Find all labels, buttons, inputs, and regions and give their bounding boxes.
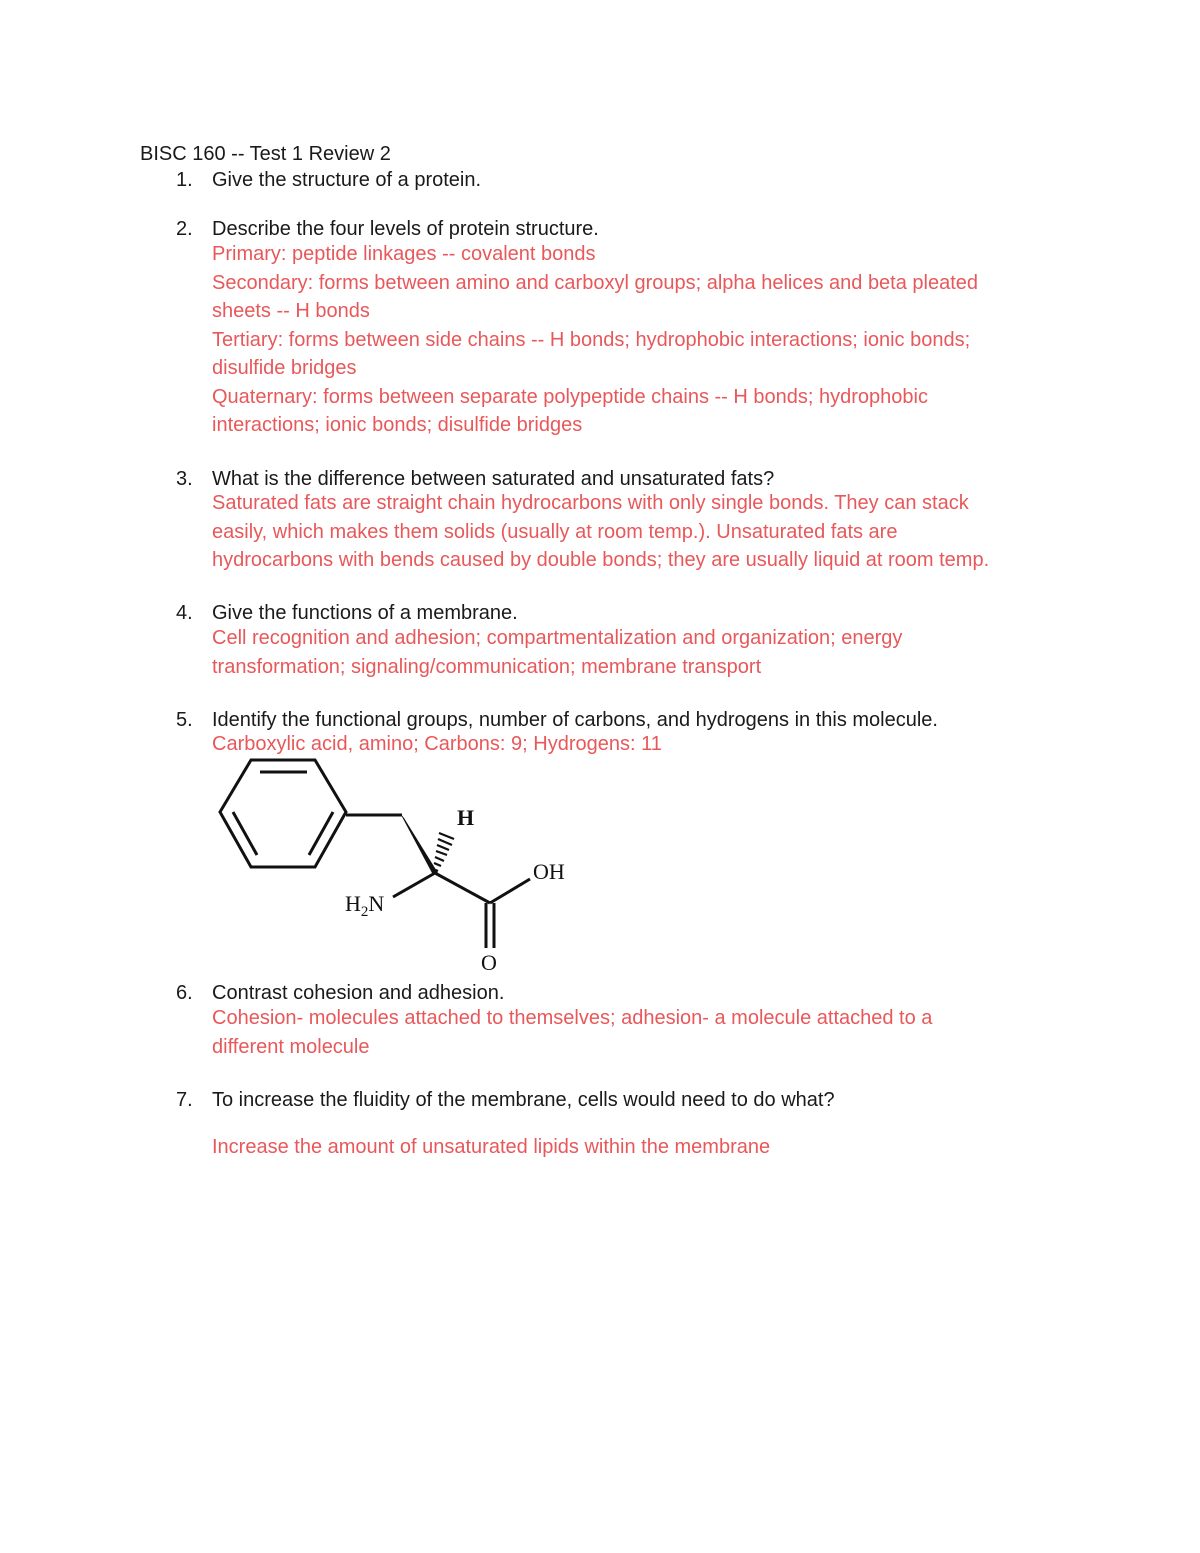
- atom-label-nh2: $H_2N$: [345, 891, 385, 920]
- atom-label-o: O: [481, 950, 497, 975]
- answer-line: sheets -- H bonds: [212, 300, 370, 322]
- answer-line: Secondary: forms between amino and carboxyl groups; alpha helices and beta pleated: [212, 271, 979, 294]
- bond-line: [435, 873, 490, 903]
- answer-line: transformation; signaling/communication; membrane transport: [212, 655, 762, 678]
- question-text: Give the functions of a membrane.: [212, 602, 518, 624]
- atom-label-h: H: [457, 805, 475, 830]
- answer-2: [212, 240, 1072, 440]
- question-number: 7.: [176, 1089, 193, 1111]
- molecule-structure: [205, 755, 585, 980]
- document-title: BISC 160 -- Test 1 Review 2: [140, 143, 391, 165]
- answer-3: [212, 489, 1072, 575]
- benzene-ring: [220, 760, 346, 867]
- answer-line: hydrocarbons with bends caused by double bonds; they are usually liquid at room temp.: [212, 549, 990, 571]
- bond-line: [490, 879, 530, 903]
- answer-line: Primary: peptide linkages -- covalent bonds: [212, 243, 596, 265]
- double-bond-line: [233, 812, 257, 855]
- question-text: To increase the fluidity of the membrane, cells would need to do what?: [212, 1089, 835, 1111]
- answer-line: Cohesion- molecules attached to themselves; adhesion- a molecule attached to a: [212, 1007, 933, 1029]
- answer-line: easily, which makes them solids (usually at room temp.). Unsaturated fats are: [212, 520, 898, 543]
- question-number: 4.: [176, 602, 193, 624]
- answer-line: interactions; ionic bonds; disulfide bridges: [212, 414, 583, 436]
- question-text: Give the structure of a protein.: [212, 169, 482, 191]
- answer-line: Saturated fats are straight chain hydrocarbons with only single bonds. They can stack: [212, 492, 969, 514]
- answer-line: Cell recognition and adhesion; compartmentalization and organization; energy: [212, 627, 903, 649]
- question-text: Contrast cohesion and adhesion.: [212, 982, 505, 1004]
- atom-label-oh: OH: [533, 859, 565, 884]
- question-number: 2.: [176, 218, 193, 240]
- wedge-bond: [400, 813, 438, 873]
- answer-line: Tertiary: forms between side chains -- H bonds; hydrophobic interactions; ionic bonds;: [212, 328, 971, 351]
- answer-line: Quaternary: forms between separate polypeptide chains -- H bonds; hydrophobic: [212, 385, 928, 408]
- answer-4: [212, 624, 1072, 681]
- bond-line: [393, 873, 435, 897]
- question-text: Identify the functional groups, number of carbons, and hydrogens in this molecule.: [212, 709, 938, 731]
- question-text: What is the difference between saturated and unsaturated fats?: [212, 468, 775, 490]
- answer-7: [212, 1133, 1072, 1162]
- question-text: Describe the four levels of protein structure.: [212, 218, 599, 240]
- question-number: 6.: [176, 982, 193, 1004]
- answer-line: Carboxylic acid, amino; Carbons: 9; Hydrogens: 11: [212, 733, 662, 755]
- double-bond-line: [309, 812, 333, 855]
- answer-6: [212, 1004, 1072, 1061]
- answer-line: Increase the amount of unsaturated lipids within the membrane: [212, 1136, 771, 1158]
- answer-line: disulfide bridges: [212, 357, 357, 379]
- question-number: 3.: [176, 468, 193, 490]
- question-number: 1.: [176, 169, 193, 191]
- answer-line: different molecule: [212, 1035, 370, 1058]
- hashed-bond: [433, 833, 454, 871]
- question-number: 5.: [176, 709, 193, 731]
